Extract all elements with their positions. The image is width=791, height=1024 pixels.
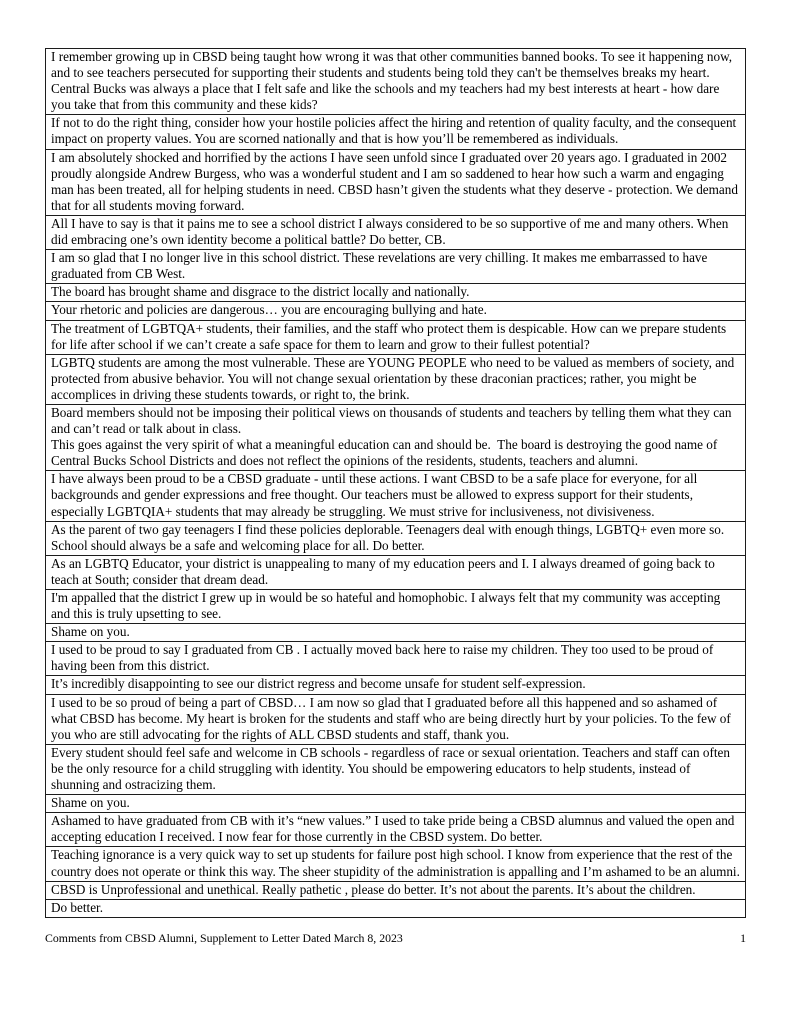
table-row	[46, 813, 746, 847]
table-row	[46, 555, 746, 589]
table-row	[46, 694, 746, 744]
comment-paragraph: Every student should feel safe and welcome in CB schools - regardless of race or sexual orientation. Teachers and staff can often be the only resource for a child struggling with identity. You should be empowering educators to help students, instead of shunning and ostracizing them.	[51, 744, 734, 793]
comment-cell	[46, 555, 746, 589]
table-row	[46, 149, 746, 215]
comment-cell	[46, 694, 746, 744]
table-row	[46, 284, 746, 302]
comment-cell	[46, 676, 746, 694]
comment-paragraph: If not to do the right thing, consider how your hostile policies affect the hiring and retention of quality faculty, and the consequent impact on property values. You are scorned nationally and that is how you’ll be remembered as individuals.	[51, 115, 740, 147]
comment-cell	[46, 624, 746, 642]
table-row	[46, 881, 746, 899]
comment-paragraph: It’s incredibly disappointing to see our district regress and become unsafe for student self-expression.	[51, 676, 586, 692]
comment-cell	[46, 250, 746, 284]
table-row	[46, 320, 746, 354]
table-row	[46, 471, 746, 521]
table-row	[46, 115, 746, 149]
table-row	[46, 624, 746, 642]
comment-paragraph: Do better.	[51, 899, 104, 915]
comment-paragraph: I'm appalled that the district I grew up in would be so hateful and homophobic. I always felt that my community was accepting and this is truly upsetting to see.	[51, 590, 724, 622]
comment-cell	[46, 521, 746, 555]
table-row	[46, 642, 746, 676]
comments-table	[45, 48, 746, 918]
page-footer	[45, 931, 746, 945]
table-row	[46, 676, 746, 694]
comment-cell	[46, 744, 746, 794]
comment-paragraph: I remember growing up in CBSD being taught how wrong it was that other communities banned books. To see it happening now, and to see teachers persecuted for supporting their students and students being told they can't be themselves breaks my heart. Central Bucks was always a place that I felt safe and like the schools and my teachers had my best interests at heart - how dare you take that from this community and these kids?	[51, 49, 736, 113]
comment-cell	[46, 795, 746, 813]
table-row	[46, 795, 746, 813]
comment-cell	[46, 847, 746, 881]
comment-cell	[46, 642, 746, 676]
footer-page-number: 1	[740, 930, 746, 945]
table-row	[46, 302, 746, 320]
comment-paragraph: Shame on you.	[51, 795, 130, 811]
comment-paragraph: The board has brought shame and disgrace to the district locally and nationally.	[51, 284, 470, 300]
table-row	[46, 899, 746, 917]
footer-text: Comments from CBSD Alumni, Supplement to Letter Dated March 8, 2023	[45, 930, 403, 945]
comment-paragraph: Board members should not be imposing their political views on thousands of students and teachers by telling them what they can and can’t read or talk about in class.	[51, 404, 735, 437]
comment-cell	[46, 354, 746, 404]
table-row	[46, 744, 746, 794]
comment-paragraph: I am absolutely shocked and horrified by the actions I have seen unfold since I graduated over 20 years ago. I graduated in 2002 proudly alongside Andrew Burgess, who was a wonderful student and I am so saddened to hear how such a warm and engaging man has been treated, all for helping students in need. CBSD hasn’t given the students what they deserve - protection. We demand that for all students moving forward.	[51, 149, 742, 213]
comment-cell	[46, 899, 746, 917]
comment-cell	[46, 471, 746, 521]
comment-paragraph: I am so glad that I no longer live in this school district. These revelations are very chilling. It makes me embarrassed to have graduated from CB West.	[51, 250, 711, 282]
comment-cell	[46, 149, 746, 215]
comment-paragraph: I used to be so proud of being a part of CBSD… I am now so glad that I graduated before all this happened and so ashamed of what CBSD has become. My heart is broken for the students and staff who are being directly hurt by your policies. To the few of you who are still advocating for the rights of ALL CBSD students and staff, thank you.	[51, 694, 735, 742]
comment-paragraph: As an LGBTQ Educator, your district is unappealing to many of my education peers and I. I always dreamed of going back to teach at South; consider that dream dead.	[51, 555, 719, 587]
comment-paragraph: The treatment of LGBTQA+ students, their families, and the staff who protect them is despicable. How can we prepare students for life after school if we can’t create a safe space for them to learn and grow to their fullest potential?	[51, 320, 730, 352]
table-row	[46, 250, 746, 284]
table-row	[46, 847, 746, 881]
comment-cell	[46, 320, 746, 354]
comment-paragraph: CBSD is Unprofessional and unethical. Really pathetic , please do better. It’s not about the parents. It’s about the children.	[51, 881, 696, 897]
comment-cell	[46, 215, 746, 249]
comment-paragraph: Your rhetoric and policies are dangerous… you are encouraging bullying and hate.	[51, 302, 487, 318]
table-row	[46, 49, 746, 115]
table-row	[46, 215, 746, 249]
table-row	[46, 354, 746, 404]
comment-paragraph: I used to be proud to say I graduated from CB . I actually moved back here to raise my children. They too used to be proud of having been from this district.	[51, 642, 717, 674]
comment-paragraph: As the parent of two gay teenagers I find these policies deplorable. Teenagers deal with enough things, LGBTQ+ even more so. School should always be a safe and welcoming place for all. Do better.	[51, 521, 728, 553]
comment-cell	[46, 302, 746, 320]
comment-cell	[46, 115, 746, 149]
comment-paragraph: LGBTQ students are among the most vulnerable. These are YOUNG PEOPLE who need to be valued as members of society, and protected from abusive behavior. You will not change sexual orientation by these draconian practices; rather, you might be accomplices in driving these students towards, or right to, the brink.	[51, 354, 738, 402]
comment-cell	[46, 881, 746, 899]
comment-paragraph: This goes against the very spirit of what a meaningful education can and should be. The board is destroying the good name of Central Bucks School Districts and does not reflect the opinions of the residents, students, teachers and alumni.	[51, 437, 721, 469]
comment-cell	[46, 404, 746, 470]
comment-paragraph: Shame on you.	[51, 624, 130, 640]
comment-cell	[46, 590, 746, 624]
comments-table-body	[46, 49, 746, 918]
table-row	[46, 521, 746, 555]
comment-paragraph: I have always been proud to be a CBSD graduate - until these actions. I want CBSD to be a safe place for everyone, for all backgrounds and gender expressions and free thought. Our teachers must be allowed to express support for their students, especially LGBTQIA+ students that may already be struggling. We must strive for inclusiveness, not divisiveness.	[51, 471, 701, 519]
comment-paragraph: Teaching ignorance is a very quick way to set up students for failure post high school. I know from experience that the rest of the country does not operate or think this way. The sheer stupidity of the administration is appalling and I’m ashamed to be an alumni.	[51, 847, 740, 879]
table-row	[46, 404, 746, 470]
comment-cell	[46, 49, 746, 115]
comment-paragraph: All I have to say is that it pains me to see a school district I always considered to be so supportive of me and many others. When did embracing one’s own identity become a political battle? Do better, CB.	[51, 215, 732, 248]
comment-cell	[46, 284, 746, 302]
comment-cell	[46, 813, 746, 847]
table-row	[46, 590, 746, 624]
comment-paragraph: Ashamed to have graduated from CB with it’s “new values.” I used to take pride being a CBSD alumnus and valued the open and accepting education I received. I now fear for those currently in the CBSD system. Do better.	[51, 813, 738, 845]
